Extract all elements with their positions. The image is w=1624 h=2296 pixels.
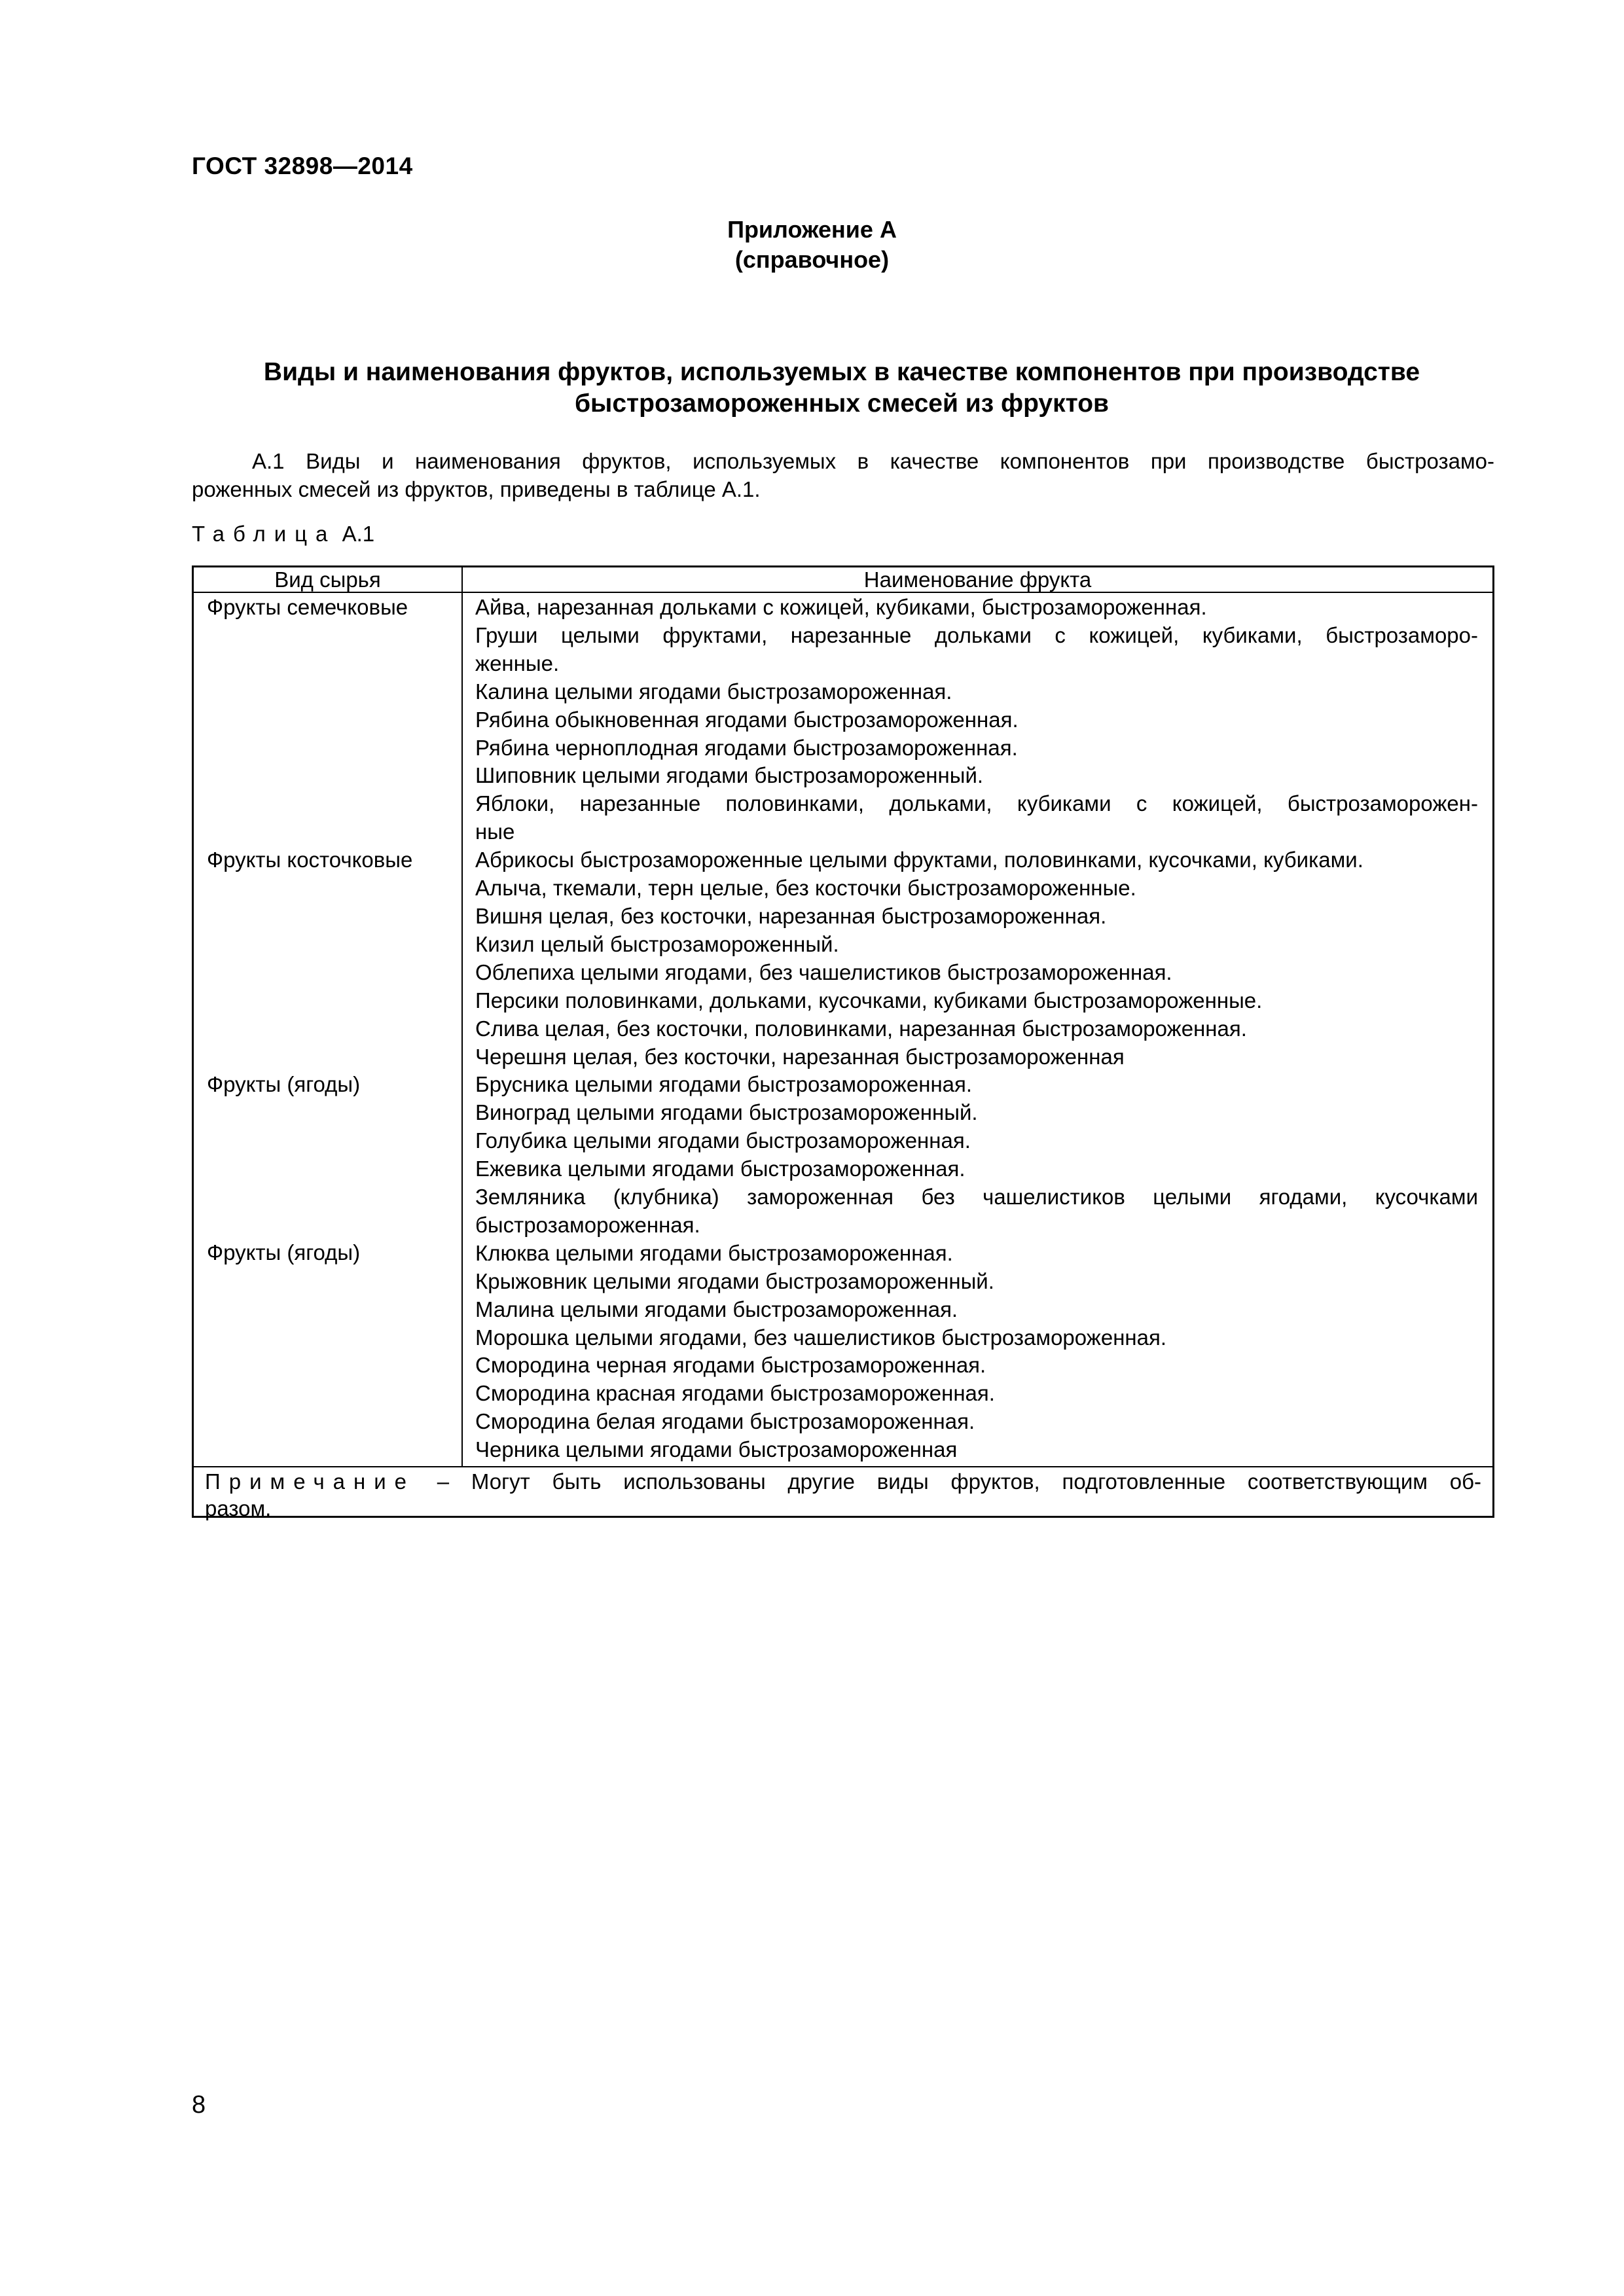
fruit-name-line: Голубика целыми ягодами быстрозамороженная. — [475, 1128, 971, 1153]
note-divider — [194, 1466, 1492, 1467]
kind-cell-berries-1: Фрукты (ягоды) — [207, 1072, 361, 1096]
fruit-name-line: Малина целыми ягодами быстрозамороженная. — [475, 1297, 958, 1321]
fruit-name-line: Клюква целыми ягодами быстрозамороженная. — [475, 1240, 953, 1265]
column-header-kind: Вид сырья — [274, 567, 381, 592]
kind-cell-berries-2: Фрукты (ягоды) — [207, 1240, 361, 1265]
table-caption-word: Таблица — [192, 522, 336, 546]
section-title — [190, 357, 1494, 420]
fruit-name-line: Алыча, ткемали, терн целые, без косточки быстрозамороженные. — [475, 876, 1136, 901]
fruit-name-line: Кизил целый быстрозамороженный. — [475, 931, 839, 956]
section-title-line-2: быстрозамороженных смесей из фруктов — [574, 389, 1110, 418]
page-number: 8 — [192, 2091, 206, 2119]
fruit-name-line: Черешня целая, без косточки, нарезанная быстрозамороженная — [475, 1044, 1125, 1069]
fruit-name-line: Виноград целыми ягодами быстрозамороженный. — [475, 1100, 978, 1125]
fruit-name-line: Слива целая, без косточки, половинками, нарезанная быстрозамороженная. — [475, 1016, 1247, 1041]
table-caption — [192, 522, 374, 547]
fruit-name-line: Рябина обыкновенная ягодами быстрозамороженная. — [475, 707, 1019, 732]
note-text-1: – Могут быть использованы другие виды фруктов, подготовленные соответствующим об- — [437, 1469, 1481, 1494]
table-caption-number: А.1 — [342, 522, 375, 546]
fruit-name-line: Рябина черноплодная ягодами быстрозамороженная. — [475, 735, 1018, 760]
fruit-name-line: Брусника целыми ягодами быстрозамороженная. — [475, 1072, 973, 1097]
fruit-name-line: Вишня целая, без косточки, нарезанная быстрозамороженная. — [475, 903, 1107, 928]
fruit-name-line: Смородина белая ягодами быстрозамороженная. — [475, 1409, 975, 1434]
fruit-name-line: Шиповник целыми ягодами быстрозамороженный. — [475, 763, 984, 788]
kind-cell-stone: Фрукты косточковые — [207, 848, 413, 872]
fruit-name-line: Ежевика целыми ягодами быстрозамороженная. — [475, 1157, 965, 1181]
fruit-name-line: Айва, нарезанная дольками с кожицей, кубиками, быстрозамороженная. — [475, 595, 1207, 619]
fruit-name-line: Персики половинками, дольками, кусочками, кубиками быстрозамороженные. — [475, 988, 1263, 1013]
fruit-name-line: быстрозамороженная. — [475, 1212, 700, 1237]
section-title-line-1: Виды и наименования фруктов, используемых в качестве компонентов при производстве — [263, 358, 1420, 386]
annex-title: Приложение А — [727, 216, 897, 243]
fruit-name-line: Калина целыми ягодами быстрозамороженная. — [475, 679, 952, 704]
fruit-name-line: Смородина черная ягодами быстрозамороженная. — [475, 1353, 986, 1378]
annex-type: (справочное) — [734, 246, 890, 273]
note-line-1 — [205, 1468, 1481, 1495]
fruit-name-line: Крыжовник целыми ягодами быстрозамороженный. — [475, 1268, 994, 1293]
column-divider — [461, 567, 463, 1466]
fruit-name-line: Облепиха целыми ягодами, без чашелистиков быстрозамороженная. — [475, 960, 1172, 984]
kind-cell-pome: Фрукты семечковые — [207, 595, 408, 619]
note-label: Примечание — [205, 1469, 416, 1494]
fruit-name-line: Яблоки, нарезанные половинками, дольками, кубиками с кожицей, быстрозаморожен- — [475, 791, 1478, 816]
fruit-name-line: женные. — [475, 651, 560, 675]
fruit-name-line: ные — [475, 819, 515, 844]
fruit-name-line: Абрикосы быстрозамороженные целыми фруктами, половинками, кусочками, кубиками. — [475, 848, 1363, 872]
names-column — [475, 594, 1478, 1464]
table-note — [205, 1468, 1481, 1522]
fruit-name-line: Груши целыми фруктами, нарезанные дольками с кожицей, кубиками, быстрозаморо- — [475, 622, 1478, 647]
intro-line-2: роженных смесей из фруктов, приведены в таблице А.1. — [192, 477, 761, 501]
fruit-table — [192, 565, 1494, 1518]
fruit-name-line: Земляника (клубника) замороженная без чашелистиков целыми ягодами, кусочками — [475, 1185, 1478, 1210]
fruit-name-line: Черника целыми ягодами быстрозамороженная — [475, 1437, 958, 1462]
document-header-number: ГОСТ 32898—2014 — [192, 152, 413, 179]
fruit-name-line: Морошка целыми ягодами, без чашелистиков быстрозамороженная. — [475, 1325, 1167, 1350]
intro-line-1: А.1 Виды и наименования фруктов, используемых в качестве компонентов при производстве быстрозамо- — [252, 449, 1494, 473]
column-header-name: Наименование фрукта — [863, 567, 1092, 592]
table-header-row — [194, 567, 1492, 593]
fruit-name-line: Смородина красная ягодами быстрозамороженная. — [475, 1381, 995, 1406]
note-line-2: разом. — [205, 1496, 272, 1520]
intro-paragraph — [192, 447, 1494, 503]
